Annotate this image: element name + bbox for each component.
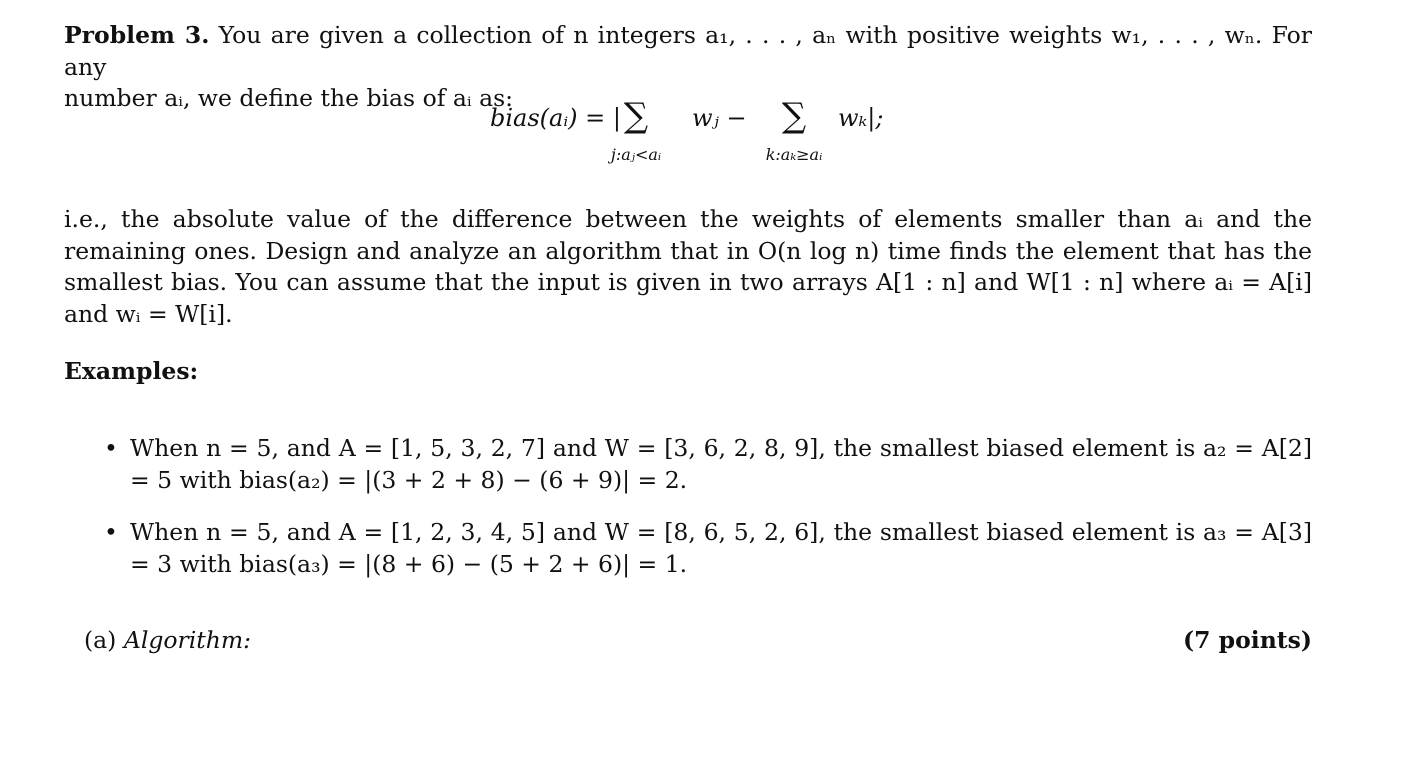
sum-sigma-icon: ∑ [623,96,649,136]
examples-list [104,432,1312,600]
example-text: When n = 5, and A = [1, 5, 3, 2, 7] and W = [3, 6, 2, 8, 9], the smallest biased element is a₂ = A[2] = 5 with bias(a₂) = |(3 + 2 + 8) − (6 + 9)| = 2. [130,434,1312,494]
sum-remaining-subscript: k:aₖ≥aᵢ [765,145,823,164]
formula-term2: wₖ|; [838,104,884,132]
bullet-icon: • [104,434,118,462]
explanation-paragraph: i.e., the absolute value of the difference between the weights of elements smaller than aᵢ and the remaining ones. Design and analyze an algorithm that in O(n log n) time finds the element that has the smallest bias. You can assume that the input is given in two arrays A[1 : n] and W[1 : n] where aᵢ = A[i] and wᵢ = W[i]. [64,205,1312,328]
problem-label: Problem 3. [64,21,210,49]
problem-intro-line2: number aᵢ, we define the bias of aᵢ as: [64,84,514,112]
part-a-label: (a) [84,626,117,654]
sum-remaining [754,94,834,164]
sum-smaller [596,94,676,164]
list-item [104,432,1312,496]
formula-lhs: bias(aᵢ) = | [490,104,621,132]
formula-term1: wⱼ − [692,104,747,132]
list-item [104,516,1312,580]
examples-heading: Examples: [64,357,199,385]
problem-intro-line1: You are given a collection of n integers a₁, . . . , aₙ with positive weights w₁, . . . , wₙ. For any [64,21,1312,81]
part-a-title: Algorithm: [123,626,252,654]
example-text: When n = 5, and A = [1, 2, 3, 4, 5] and W = [8, 6, 5, 2, 6], the smallest biased element is a₃ = A[3] = 3 with bias(a₃) = |(8 + 6) − (5 + 2 + 6)| = 1. [130,518,1312,578]
part-a-row [84,626,1312,654]
part-a-points: (7 points) [1183,626,1312,654]
bullet-icon: • [104,518,118,546]
bias-formula [424,94,884,184]
sum-smaller-subscript: j:aⱼ<aᵢ [610,145,662,164]
sum-sigma-icon: ∑ [781,96,807,136]
